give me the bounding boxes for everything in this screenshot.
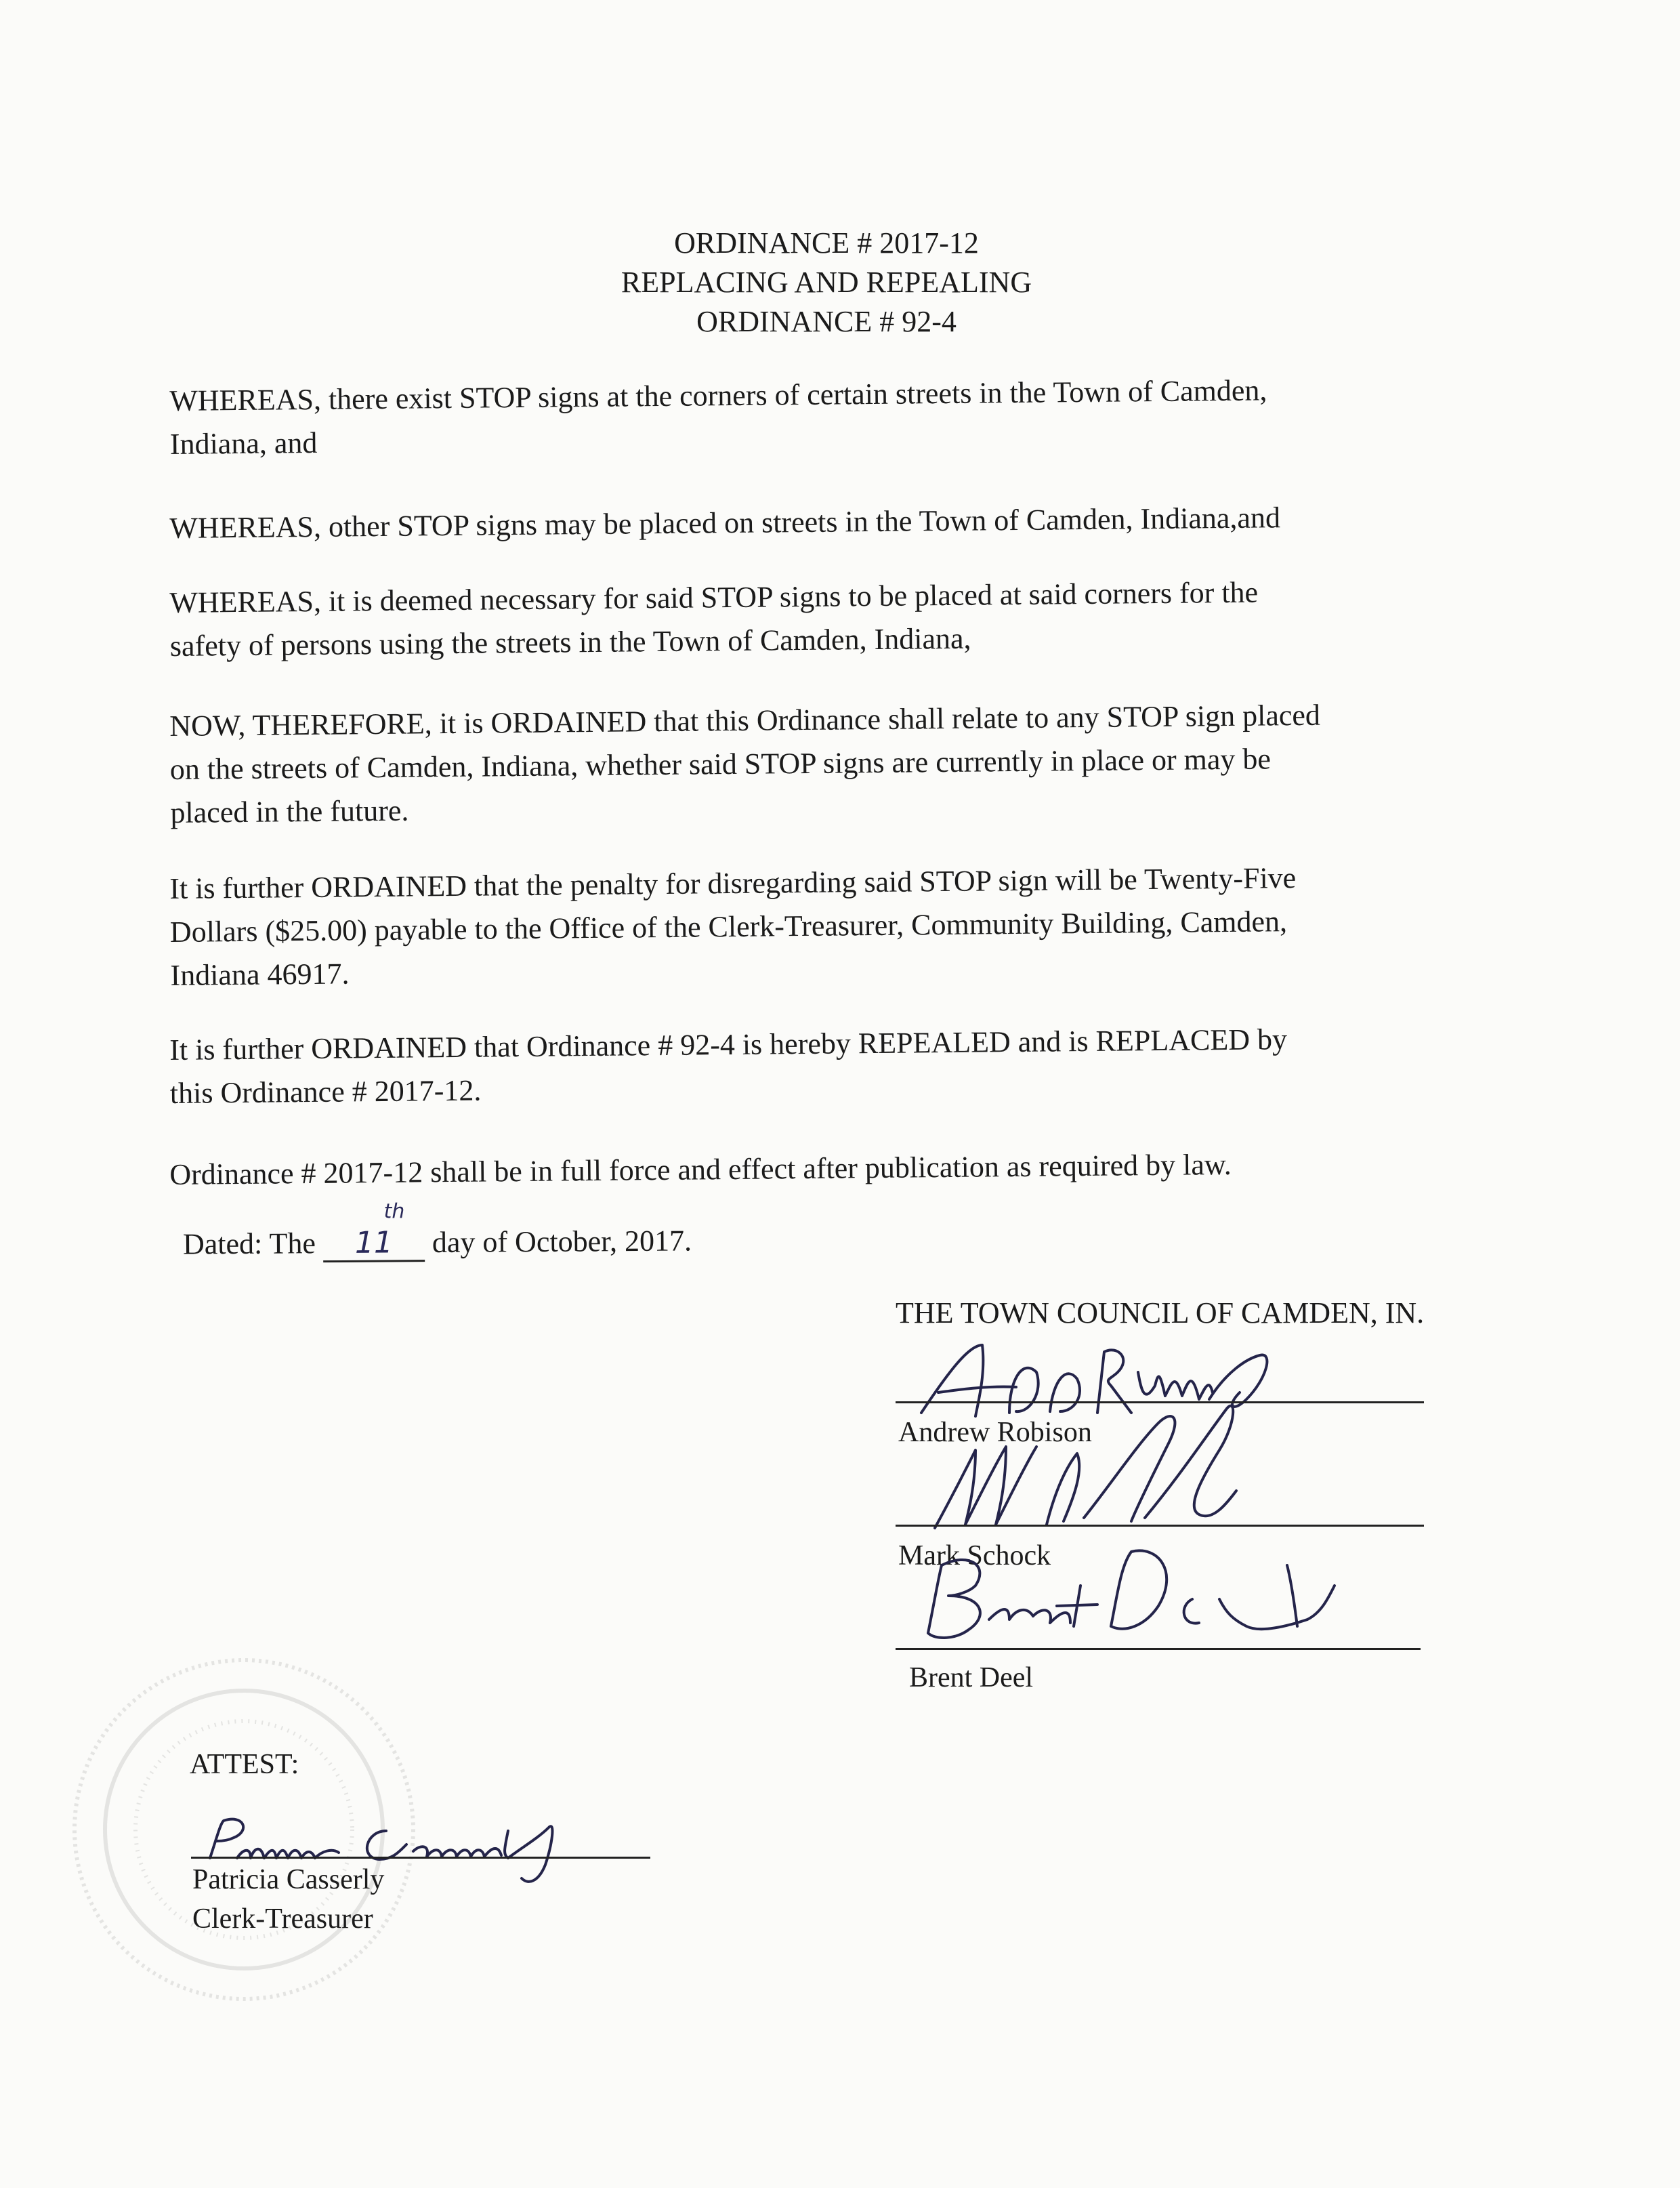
paragraph-penalty bbox=[169, 854, 1512, 997]
title-line-1: ORDINANCE # 2017-12 bbox=[674, 226, 979, 260]
signer-name-3: Brent Deel bbox=[909, 1662, 1034, 1693]
paragraph-effect bbox=[169, 1140, 1511, 1197]
paragraph-repeal bbox=[169, 1016, 1511, 1115]
title-line-3: ORDINANCE # 92-4 bbox=[696, 305, 957, 338]
paragraph-line: safety of persons using the streets in the Town of Camden, Indiana, bbox=[169, 621, 971, 663]
title-line-2: REPLACING AND REPEALING bbox=[621, 266, 1032, 299]
paragraph-line: It is further ORDAINED that the penalty for disregarding said STOP sign will be Twenty-Five bbox=[169, 861, 1297, 905]
signature-mark-schock bbox=[928, 1382, 1240, 1538]
attest-label: ATTEST: bbox=[190, 1749, 299, 1780]
paragraph-line: Indiana 46917. bbox=[170, 957, 350, 992]
attest-name: Patricia Casserly bbox=[192, 1864, 385, 1895]
paragraph-line: WHEREAS, it is deemed necessary for said STOP signs to be placed at said corners for the bbox=[169, 575, 1259, 619]
paragraph-line: WHEREAS, there exist STOP signs at the corners of certain streets in the Town of Camden, bbox=[169, 373, 1267, 417]
signature-line-3 bbox=[896, 1648, 1421, 1650]
dated-day-field bbox=[323, 1199, 425, 1262]
paragraph-line: placed in the future. bbox=[170, 793, 409, 829]
paragraph-line: Dollars ($25.00) payable to the Office of the Clerk-Treasurer, Community Building, Camden, bbox=[169, 905, 1288, 949]
paragraph-line: Indiana, and bbox=[169, 426, 318, 461]
signer-name-1: Andrew Robison bbox=[898, 1417, 1092, 1448]
paragraph-whereas-1 bbox=[169, 367, 1511, 466]
council-heading: THE TOWN COUNCIL OF CAMDEN, IN. bbox=[896, 1296, 1425, 1329]
paragraph-line: It is further ORDAINED that Ordinance # 92-4 is hereby REPEALED and is REPLACED by bbox=[169, 1023, 1288, 1067]
document-title bbox=[0, 224, 1653, 342]
dated-day: 11 bbox=[354, 1225, 394, 1260]
attest-signature-line bbox=[191, 1857, 650, 1859]
signature-brent-deel bbox=[908, 1525, 1341, 1660]
dated-suffix: day of October, 2017. bbox=[432, 1224, 692, 1260]
dated-line bbox=[182, 1199, 692, 1263]
paragraph-line: Ordinance # 2017-12 shall be in full force and effect after publication as required by law. bbox=[169, 1147, 1232, 1191]
attest-role: Clerk-Treasurer bbox=[192, 1903, 373, 1935]
paragraph-line: this Ordinance # 2017-12. bbox=[169, 1073, 482, 1110]
paragraph-whereas-3 bbox=[169, 569, 1511, 668]
dated-prefix: Dated: The bbox=[182, 1226, 316, 1261]
paragraph-line: on the streets of Camden, Indiana, whether said STOP signs are currently in place or may be bbox=[169, 742, 1272, 786]
paragraph-now-therefore bbox=[169, 692, 1512, 835]
paragraph-whereas-2 bbox=[169, 494, 1511, 550]
paragraph-line: WHEREAS, other STOP signs may be placed on streets in the Town of Camden, Indiana,and bbox=[169, 501, 1281, 545]
paragraph-line: NOW, THEREFORE, it is ORDAINED that this Ordinance shall relate to any STOP sign placed bbox=[169, 698, 1321, 743]
signer-name-2: Mark Schock bbox=[898, 1540, 1051, 1571]
dated-day-suffix: th bbox=[383, 1199, 405, 1224]
